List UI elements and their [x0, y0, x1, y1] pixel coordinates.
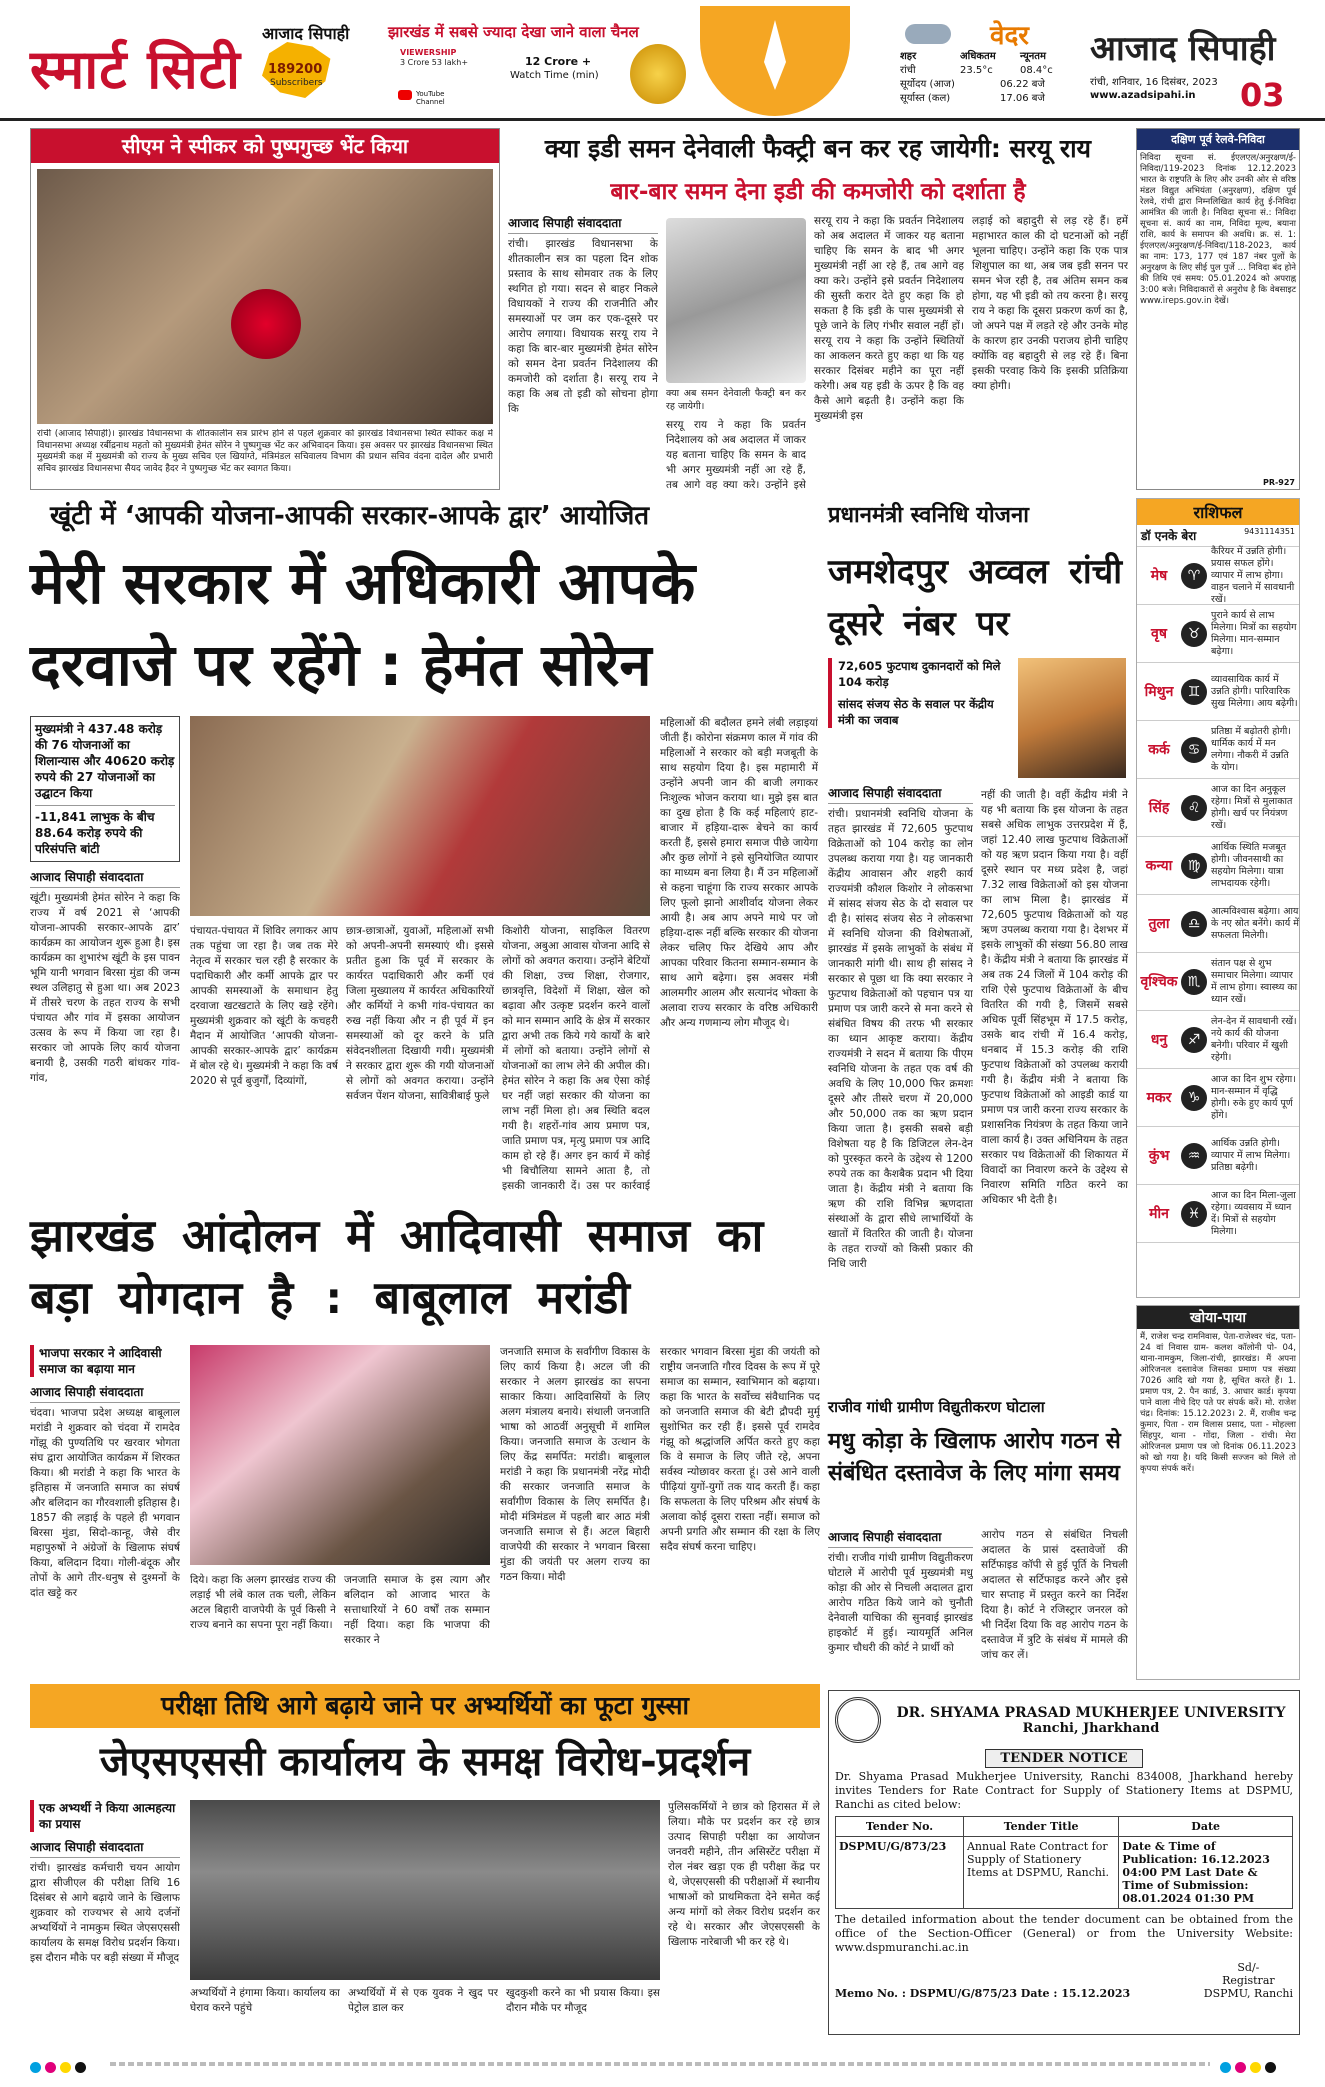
tender-memo: Memo No. : DSPMU/G/875/23 Date : 15.12.2023	[835, 1987, 1131, 2000]
youtube-icon	[398, 90, 412, 100]
registration-marks-right	[1220, 2058, 1280, 2077]
cm-speaker-photo-story	[30, 128, 500, 490]
sunrise-time: 06.22 बजे	[1000, 79, 1045, 90]
story3-highlight-1: मुख्यमंत्री ने 437.48 करोड़ की 76 योजनाओं का शिलान्यास और 40620 करोड़ रुपये की 27 योजनाओं का उद्घाटन किया	[35, 722, 175, 800]
rashi-name: कुंभ	[1148, 1148, 1170, 1164]
rashi-text: लेन-देन में सावधानी रखें। नये कार्य की योजना बनेगी। परिवार में खुशी रहेगी।	[1211, 1015, 1297, 1063]
story3-kicker: खूंटी में ‘आपकी योजना-आपकी सरकार-आपके द्वार’ आयोजित	[50, 501, 650, 531]
protest-crowd-photo	[190, 1800, 660, 1980]
rashi-row	[1137, 1185, 1299, 1243]
viewership-label: VIEWERSHIP	[400, 48, 457, 57]
saryu-photo-caption: क्या अब समन देनेवाली फैक्ट्री बन कर रह जायेगी।	[666, 388, 806, 412]
award-badge-icon	[630, 44, 686, 104]
story6-col1: रांची। राजीव गांधी ग्रामीण विद्युतीकरण घोटाले में आरोपी पूर्व मुख्यमंत्री मधु कोड़ा की ओर से निचली अदालत द्वारा आरोप गठित किये जाने को चुनौती देनेवाली याचिका की सुनवाई झारखंड हाइकोर्ट में हुई। न्यायमूर्ति अनिल कुमार चौधरी की कोर्ट ने प्रार्थी को	[828, 1552, 973, 1654]
rashi-row	[1137, 779, 1299, 837]
story5-col3: जनजाति समाज के इस त्याग और बलिदान को आजाद भारत के सत्ताधारियों ने 60 वर्षों तक सम्मान नहीं दिया। कहा कि भाजपा की सरकार ने	[344, 1574, 490, 1646]
rashi-text: आज का दिन अनुकूल रहेगा। मित्रों से मुलाकात होगी। खर्च पर नियंत्रण रखें।	[1211, 783, 1293, 831]
saryu-rai-photo	[666, 218, 806, 383]
story5-byline: आजाद सिपाही संवाददाता	[30, 1383, 180, 1403]
rashi-list	[1137, 547, 1299, 1243]
story4-kicker: प्रधानमंत्री स्वनिधि योजना	[828, 503, 1029, 528]
tender-notice-title: TENDER NOTICE	[985, 1749, 1142, 1768]
zodiac-icon: ♓	[1181, 1201, 1207, 1227]
rashi-name: कर्क	[1148, 742, 1170, 758]
rashi-row	[1137, 605, 1299, 663]
zodiac-icon: ♏	[1181, 969, 1207, 995]
madhu-koda-story	[828, 1396, 1128, 1680]
story2-headline: क्या इडी समन देनेवाली फैक्ट्री बन कर रह जायेगी: सरयू राय	[544, 134, 1092, 163]
watch-time-label: Watch Time (min)	[510, 70, 599, 81]
rashi-name: सिंह	[1148, 800, 1170, 816]
zodiac-icon: ♋	[1181, 737, 1207, 763]
zodiac-icon: ♎	[1181, 911, 1207, 937]
story3-byline: आजाद सिपाही संवाददाता	[30, 868, 180, 888]
rashifal-author: डॉ एनके बेरा	[1141, 529, 1197, 543]
rashi-name: तुला	[1148, 916, 1170, 932]
rashi-name: मेष	[1150, 568, 1168, 584]
railway-tender-ad	[1136, 128, 1300, 490]
tender-registrar-city: DSPMU, Ranchi	[1203, 1987, 1293, 2000]
story5-col4: जनजाति समाज के सर्वांगीण विकास के लिए कार्य किया है। अटल जी की सरकार ने अलग झारखंड का सपना साकार किया। आदिवासियों के लिए अलग मंत्रालय बनाये। संथाली जनजाति भाषा को आठवीं अनुसूची में शामिल किया। जनजाति समाज के उत्थान के लिए केंद्र समर्पित: मरांडी। बाबूलाल मरांडी ने कहा कि प्रधानमंत्री नरेंद्र मोदी की सरकार जनजाति समाज के सर्वांगीण विकास के लिए समर्पित है। मोदी मंत्रिमंडल में पहली बार आठ मंत्री जनजाति समाज से हैं। अटल बिहारी वाजपेयी की सरकार ने भगवान बिरसा मुंडा की जयंती पर अलग राज्य का गठन किया। मोदी	[500, 1346, 650, 1583]
rashi-row	[1137, 1011, 1299, 1069]
sanjay-seth-photo	[1018, 658, 1126, 778]
masthead	[0, 0, 1325, 120]
story2-col2b: सरयू राय ने कहा कि प्रवर्तन निदेशालय को अब अदालत में जाकर यह बताना चाहिए कि समन के बाद भी अगर मुख्यमंत्री नहीं आ रहे हैं, तब आगे वह क्या करे। उन्होंने इसे प्रवर्तन निदेशालय की सुस्ती करार देते हुए कहा कि हो सकता है कि इडी के पास मुख्यमंत्री से पूछे जाने के लिए गंभीर सवाल नहीं हों। सरयू राय ने कहा कि उन्होंने स्थितियों का आकलन करते हुए कहा था कि यह सरकार दिसंबर महीने का पूरा नहीं करेगी। अब यह इडी के ऊपर है कि वह कैसे आगे बढ़ती है। उन्होंने कहा कि मुख्यमंत्री इस	[814, 215, 964, 422]
rashi-text: व्यावसायिक कार्य में उन्नति होगी। पारिवारिक सुख मिलेगा। आय बढ़ेगी।	[1211, 673, 1298, 709]
story3-col1: खूंटी। मुख्यमंत्री हेमंत सोरेन ने कहा कि राज्य में वर्ष 2021 से ‘आपकी योजना-आपकी सरकार-आपके द्वार’ कार्यक्रम का आयोजन शुरू हुआ है। इस कार्यक्रम का शुभारंभ खूंटी के इस पावन भूमि यानी भगवान बिरसा मुंडा की जन्म स्थल उलिहातु से हुआ था। अब 2023 में तीसरे चरण के तहत राज्य के सभी पंचायत और गांव में इसका आयोजन उत्सव के रूप में किया जा रहा है। सरकार जो आपके लिए कार्य योजना बनायी है, उसकी गठरी बांधकर गांव-गांव,	[30, 892, 180, 1084]
rashi-row	[1137, 663, 1299, 721]
tender-university: DR. SHYAMA PRASAD MUKHERJEE UNIVERSITY	[896, 1704, 1286, 1721]
soren-event-photo	[190, 716, 650, 916]
weather-city: रांची	[900, 65, 916, 76]
story7-col1: रांची। झारखंड कर्मचारी चयन आयोग द्वारा सीजीएल की परीक्षा तिथि 16 दिसंबर से आगे बढ़ाये जाने के खिलाफ शुक्रवार को राज्यभर से आये दर्जनों अभ्यर्थियों ने नामकुम स्थित जेएसएससी कार्यालय के समक्ष विरोध प्रदर्शन किया। इस दौरान मौके पर बड़ी संख्या में मौजूद	[30, 1862, 180, 1964]
railway-tender-text: निविदा सूचना सं. ईएलएल/अनुरक्षण/ई-निविदा/119-2023 दिनांक 12.12.2023 भारत के राष्ट्रपति के लिए और उनकी ओर से वरिष्ठ मंडल विद्युत अभियंता (अनुरक्षण), दक्षिण पूर्व रेलवे, रांची द्वारा निम्नलिखित कार्य हेतु ई-निविदा आमंत्रित की जाती है। निविदा सूचना सं.: निविदा सूचना सं. कार्य का नाम, निविदा मूल्य, बयाना राशि, कार्य के समापन की अवधि। क्र. सं. 1: ईएलएल/अनुरक्षण/ई-निविदा/118-2023, कार्य का नाम: 173, 177 एवं 187 नंबर पुलों के अनुरक्षण के लिए सीई पुल पुर्जे ... निविदा बंद होने की तिथि एवं समय: 05.01.2024 को अपराह्न 3:00 बजे। निविदाकारों से अनुरोध है कि वेबसाइट www.ireps.gov.in देखें।	[1140, 153, 1296, 306]
sunrise-label: सूर्योदय (आज)	[900, 79, 955, 90]
saryu-rai-story	[508, 128, 1128, 490]
tender-col-title: Tender Title	[963, 1817, 1118, 1837]
marandi-story	[30, 1205, 820, 1675]
story7-kicker: परीक्षा तिथि आगे बढ़ाये जाने पर अभ्यर्थियों का फूटा गुस्सा	[30, 1684, 820, 1728]
zodiac-icon: ♍	[1181, 853, 1207, 879]
zodiac-icon: ♒	[1181, 1143, 1207, 1169]
story3-col2: पंचायत-पंचायत में शिविर लगाकर आप तक पहुंचा जा रहा है। जब तक मेरे नेतृत्व में सरकार चल रही है सरकार के पदाधिकारी और कर्मी आपके द्वार पर आपकी समस्याओं के समाधान हेतु दरवाजा खटखटाते के लिए खड़े रहेंगे। मुख्यमंत्री शुक्रवार को खूंटी के कचहरी मैदान में आयोजित ‘आपकी योजना-आपकी सरकार-आपके द्वार’ कार्यक्रम में बोल रहे थे। मुख्यमंत्री ने कहा कि वर्ष 2020 से पूर्व बुजुर्गों, दिव्यांगों,	[190, 925, 338, 1087]
rashi-name: कन्या	[1145, 858, 1173, 874]
photo-story-title: सीएम ने स्पीकर को पुष्पगुच्छ भेंट किया	[31, 129, 499, 163]
rashi-name: वृश्चिक	[1140, 974, 1178, 990]
subscriber-label: Subscribers	[270, 78, 323, 88]
rashifal-box	[1136, 498, 1300, 1298]
rashi-text: पुराने कार्य से लाभ मिलेगा। मित्रों का सहयोग मिलेगा। मान-सम्मान बढ़ेगा।	[1211, 609, 1297, 657]
story4-highlight-1: 72,605 फुटपाथ दुकानदारों को मिले 104 करोड़	[838, 659, 1001, 689]
rashi-name: मकर	[1146, 1090, 1172, 1106]
rashi-text: आर्थिक स्थिति मजबूत होगी। जीवनसाथी का सहयोग मिलेगा। यात्रा लाभदायक रहेगी।	[1211, 841, 1287, 889]
story3-highlight-box	[30, 716, 180, 862]
rashi-text: कैरियर में उन्नति होगी। प्रयास सफल होंगे। व्यापार में लाभ होगा। वाहन चलाने में सावधानी रखें।	[1211, 545, 1295, 605]
story7-headline: जेएसएससी कार्यालय के समक्ष विरोध-प्रदर्शन	[99, 1739, 751, 1785]
weather-head-city: शहर	[900, 51, 917, 62]
story6-kicker: राजीव गांधी ग्रामीण विद्युतीकरण घोटाला	[828, 1398, 1045, 1416]
story2-col2: सरयू राय ने कहा कि प्रवर्तन निदेशालय को अब अदालत में जाकर यह बताना चाहिए कि समन के बाद भी अगर मुख्यमंत्री नहीं आ रहे हैं, तब आगे वह क्या करे। उन्होंने इसे	[666, 419, 806, 490]
tender-intro: Dr. Shyama Prasad Mukherjee University, Ranchi 834008, Jharkhand hereby invites Tenders for Rate Contract for Supply of Stationery Items at DSPMU, Ranchi as cited below:	[835, 1770, 1293, 1811]
channel-name: आजाद सिपाही	[262, 24, 350, 43]
youtube-label: YouTube Channel	[416, 90, 445, 106]
sunset-label: सूर्यास्त (कल)	[900, 93, 951, 104]
story7-col4: खुदकुशी करने का भी प्रयास किया। इस दौरान मौके पर मौजूद	[506, 1987, 660, 2014]
channel-tagline: झारखंड में सबसे ज्यादा देखा जाने वाला चैनल	[388, 23, 639, 41]
tender-table	[835, 1816, 1293, 1909]
footer-rule	[110, 2062, 1210, 2066]
story2-col3: लड़ाई को बहादुरी से लड़ रहे हैं। हमें महाभारत काल की दो घटनाओं को नहीं भूलना चाहिए। उन्होंने कहा कि एक पात्र शिशुपाल का था, अब जब इडी सनन पर समन भेज रही है, तब अंतिम समन कब होगा, यह भी इडी को तय करना है। सरयू राय ने कहा कि दूसरा प्रकरण कर्ण का है, जो अपने पक्ष में लड़ते रहे और उनके मोह के कारण हार उनकी पराजय होनी चाहिए क्योंकि वह बहादुरी से लड़ रहे हैं। बिना इसकी परवाह किये कि इसकी प्रतिक्रिया क्या होगी।	[972, 215, 1128, 392]
story6-byline: आजाद सिपाही संवाददाता	[828, 1528, 973, 1548]
railway-tender-code: PR-927	[1262, 478, 1295, 487]
rashi-text: प्रतिष्ठा में बढ़ोतरी होगी। धार्मिक कार्य में मन लगेगा। नौकरी में उन्नति के योग।	[1211, 725, 1291, 773]
story7-col3: अभ्यर्थियों में से एक युवक ने खुद पर पेट्रोल डाल कर	[348, 1987, 498, 2014]
weather-cloud-icon	[905, 24, 951, 44]
rashi-row	[1137, 1127, 1299, 1185]
rashi-name: धनु	[1150, 1032, 1168, 1048]
rashi-name: मिथुन	[1144, 684, 1174, 700]
rashi-text: आर्थिक उन्नति होगी। व्यापार में लाभ मिलेगा। प्रतिष्ठा बढ़ेगी।	[1211, 1137, 1291, 1173]
tender-registrar: Registrar	[1222, 1974, 1275, 1987]
story3-col5: महिलाओं की बदौलत हमने लंबी लड़ाइयां जीती हैं। कोरोना संक्रमण काल में गांव की महिलाओं ने सरकार को बड़ी मजबूती के साथ सहयोग दिया है। इस महामारी में उन्होंने अपनी जान की बाजी लगाकर निःशुल्क भोजन कराया था। मुझे इस बात का दुख होता है कि कई महिलाएं हाट-बाजार में हड़िया-दारू बेचने का कार्य करती हैं, इससे हमारा समाज पीछे जायेगा और कुछ लोगों ने इसे सुनियोजित व्यापार का माध्यम बना लिया है। मैं उन महिलाओं से कहना चाहूंगा कि राज्य सरकार आपके लिए फूलो झानो आशीर्वाद योजना लेकर आयी है। अब आप अपने माथे पर जो हड़िया-दारू नहीं बल्कि सरकार की योजना लेकर चलिए फिर देखिये आप और आपका परिवार कितना सम्मान-सम्मान के साथ आगे बढ़ेगा। इस अवसर मंत्री आलमगीर आलम और सत्यानंद भोक्ता के अलावा राज्य सरकार के वरिष्ठ अधिकारी और अन्य गणमान्य लोग मौजूद थे।	[660, 717, 818, 1029]
zodiac-icon: ♊	[1181, 679, 1207, 705]
story4-col2: नहीं की जाती है। वहीं केंद्रीय मंत्री ने यह भी बताया कि इस योजना के तहत सबसे अधिक लाभुक उत्तरप्रदेश में हैं, जहां 12.40 लाख फुटपाथ विक्रेताओं को यह ऋण प्रदान किया गया है। वहीं दूसरे स्थान पर मध्य प्रदेश है, जहां 7.32 लाख विक्रेताओं को इस योजना का लाभ मिला है। झारखंड में 72,605 फुटपाथ विक्रेताओं को यह ऋण उपलब्ध कराया गया है। देशभर में इसके लाभुकों की संख्या 56.80 लाख है। केंद्रीय मंत्री ने बताया कि झारखंड में अब तक 24 जिलों में 104 करोड़ की राशि ऐसे फुटपाथ विक्रेताओं के बीच वितरित की गयी है, जिसमें सबसे अधिक पूर्वी सिंहभूम में 17.5 करोड़, उसके बाद रांची में 16.4 करोड़, धनबाद में 15.3 करोड़ की राशि फुटपाथ विक्रेताओं को उपलब्ध करायी गयी है। केंद्रीय मंत्री ने बताया कि फुटपाथ विक्रेताओं को आइडी कार्ड या प्रमाण पत्र जारी करना राज्य सरकार के प्रशासनिक नियंत्रण के तहत किया जाने वाला कार्य है। उक्त अधिनियम के तहत सरकार पथ विक्रेताओं की शिकायत में विवादों का निवारण करने के उद्देश्य से निवारण समिति गठित करने का अधिकार भी देती है।	[981, 789, 1128, 1206]
zodiac-icon: ♑	[1181, 1085, 1207, 1111]
brand-title: स्मार्ट सिटी	[30, 38, 241, 101]
tender-footer: The detailed information about the tender document can be obtained from the office of the Section-Officer (General) or from the University Website: www.dspmuranchi.ac.in	[835, 1913, 1293, 1954]
story4-headline: जमशेदपुर अव्वल रांची दूसरे नंबर पर	[828, 552, 1123, 644]
dspmu-tender-ad	[828, 1690, 1300, 2035]
weather-min: 08.4°c	[1020, 65, 1053, 76]
tender-city: Ranchi, Jharkhand	[1022, 1720, 1160, 1736]
rashi-row	[1137, 895, 1299, 953]
story3-headline: मेरी सरकार में अधिकारी आपके दरवाजे पर रहेंगे : हेमंत सोरेन	[30, 549, 696, 699]
rashi-text: आज का दिन मिला-जुला रहेगा। व्यवसाय में ध्यान दें। मित्रों से सहयोग मिलेगा।	[1211, 1189, 1296, 1237]
rashi-text: आत्मविश्वास बढ़ेगा। आय के नए स्रोत बनेंगे। कार्य में सफलता मिलेगी।	[1211, 905, 1299, 941]
story7-col2: अभ्यर्थियों ने हंगामा किया। कार्यालय का घेराव करने पहुंचे	[190, 1987, 340, 2014]
story6-col2: आरोप गठन से संबंधित निचली अदालत के प्रासं दस्तावेजों की सर्टिफाइड कॉपी से हुई पूर्ति के निचली अदालत से सर्टिफाइड करने और इसे चार सप्ताह में प्रस्तुत करने का निर्देश दिया है। कोर्ट ने रजिस्ट्रार जनरल को भी निर्देश दिया कि वह आरोप गठन के दस्तावेज में त्रुटि के संबंध में मामले की जांच कर लें।	[981, 1529, 1128, 1661]
story4-col1: रांची। प्रधानमंत्री स्वनिधि योजना के तहत झारखंड में 72,605 फुटपाथ विक्रेताओं को 104 करोड़ का लोन उपलब्ध कराया गया है। यह जानकारी केंद्रीय आवासन और शहरी कार्य राज्यमंत्री कौशल किशोर ने लोकसभा में सांसद संजय सेठ के दो सवाल पर दी है। सांसद संजय सेठ ने लोकसभा में स्वनिधि योजना की विशेषताओं, झारखंड में इसके लाभुकों के संबंध में जानकारी मांगी थी। साथ ही सांसद ने सरकार से पूछा था कि क्या सरकार ने फुटपाथ विक्रेताओं को पहचान पत्र या प्रमाण पत्र जारी करने से मना करने से संबंधित विषय की तरफ भी सरकार का ध्यान आकृष्ट कराया। केंद्रीय राज्यमंत्री ने सदन में बताया कि पीएम स्वनिधि योजना के तहत एक वर्ष की अवधि के लिए 10,000 फिर क्रमशः दूसरे और तीसरे चरण में 20,000 और 50,000 तक का ऋण प्रदान किया जाता है। इसकी सबसे बड़ी विशेषता यह है कि डिजिटल लेन-देन को पुरस्कृत करने के उद्देश्य से 1200 रुपये तक का कैशबैक प्रदान भी दिया जाता है। केंद्रीय मंत्री ने बताया कि ऋण की राशि विभिन्न ऋणदाता संस्थाओं के द्वारा सीधे लाभार्थियों के खातों में वितरित की जाती है। योजना के तहत राज्यों को किसी प्रकार की निधि जारी	[828, 808, 973, 1270]
story2-subhead: बार-बार समन देना इडी की कमजोरी को दर्शाता है	[610, 179, 1026, 205]
khoya-paya-text: मैं, राजेश चन्द्र रामनिवास, पेता-राजेश्वर चंद्र, पता- 24 वां निवास ग्राम- कलश कॉलोनी पो- 04, थाना-नामकुम, जिला-रांची, झारखंड। मैं अपना ओरिजनल दस्तावेज जिसका प्रमाण पत्र संख्या 7026 आदि खो गया है, सूचित करते हैं। 1. प्रमाण पत्र, 2. पैन कार्ड, 3. आधार कार्ड। कृपया पाने वाला नीचे दिए पते पर संपर्क करें। मो. राजेश चंद्र। दिनांक: 15.12.2023। 2. मैं, राजीव चन्द्र कुमार, पिता - राम विलास प्रसाद, पता - मोहल्ला सिंहपुर, थाना - गोंदा, जिला - रांची। मेरा ओरिजनल प्रमाण पत्र जो दिनांक 06.11.2023 को खो गया है। यदि किसी सज्जन को मिले तो कृपया संपर्क करें।	[1140, 1332, 1296, 1474]
weather-title: वेदर	[990, 21, 1029, 51]
tender-title: Annual Rate Contract for Supply of Stationery Items at DSPMU, Ranchi.	[963, 1837, 1118, 1909]
story7-highlight: एक अभ्यर्थी ने किया आत्महत्या का प्रयास	[30, 1800, 180, 1832]
rashi-name: वृष	[1151, 626, 1167, 642]
weather-head-max: अधिकतम	[960, 51, 996, 62]
photo-caption: रांची (आजाद सिपाही)। झारखंड विधानसभा के शीतकालीन सत्र प्रारंभ होने से पहले शुक्रवार को झारखंड विधानसभा स्थित स्पीकर कक्ष में विधानसभा अध्यक्ष रबींद्रनाथ महतो को मुख्यमंत्री हेमंत सोरेन ने पुष्पगुच्छ भेंट कर अभिवादन किया। इस अवसर पर झारखंड विधानसभा स्थित मुख्यमंत्री कक्ष में मुख्यमंत्री को राज्य के मुख्य सचिव एल खियांग्ते, मंत्रिमंडल सचिवालय विभाग की प्रधान सचिव वंदना दादेल और प्रभारी सचिव झारखंड विधानसभा सैयद जावेद हैदर ने पुष्पगुच्छ भेंट कर स्वागत किया।	[37, 429, 493, 474]
sunset-time: 17.06 बजे	[1000, 93, 1045, 104]
page-number: 03	[1240, 76, 1285, 114]
rashi-text: संतान पक्ष से शुभ समाचार मिलेगा। व्यापार में लाभ होगा। स्वास्थ्य का ध्यान रखें।	[1211, 957, 1298, 1005]
khoya-paya-box	[1136, 1305, 1300, 1680]
tender-col-date: Date	[1119, 1817, 1293, 1837]
rashifal-phone: 9431114351	[1244, 527, 1295, 536]
story4-byline: आजाद सिपाही संवाददाता	[828, 784, 973, 804]
rashi-name: मीन	[1149, 1206, 1169, 1222]
registration-marks	[30, 2058, 90, 2077]
paper-website[interactable]: www.azadsipahi.in	[1090, 90, 1196, 101]
story3-col3: छात्र-छात्राओं, युवाओं, महिलाओं सभी को अपनी-अपनी समस्याएं थी। इससे प्रतीत हुआ कि पूर्व में सरकार के कार्यरत पदाधिकारी और कर्मी एवं जिला मुख्यालय में कार्यरत अधिकारियों और कर्मियों ने कभी गांव-पंचायत का रुख नहीं किया और न ही पूर्व में इन समस्याओं को दूर करने के प्रति संवेदनशीलता दिखायी गयी। मुख्यमंत्री ने सरकार द्वारा शुरू की गयी योजनाओं से लोगों को अवगत कराया। उन्होंने सर्वजन पेंशन योजना, सावित्रीबाई फुले	[346, 925, 494, 1102]
zodiac-icon: ♐	[1181, 1027, 1207, 1053]
tender-number: DSPMU/G/873/23	[836, 1837, 964, 1909]
rashi-row	[1137, 1069, 1299, 1127]
rashi-row	[1137, 953, 1299, 1011]
zodiac-icon: ♉	[1181, 621, 1207, 647]
tender-dates: Date & Time of Publication: 16.12.2023 04:00 PM Last Date & Time of Submission: 08.01.2024 01:30 PM	[1119, 1837, 1293, 1909]
zodiac-icon: ♈	[1181, 563, 1207, 589]
issue-date: रांची, शनिवार, 16 दिसंबर, 2023	[1090, 77, 1218, 88]
university-seal-icon	[835, 1697, 881, 1743]
story5-headline: झारखंड आंदोलन में आदिवासी समाज का बड़ा योगदान है : बाबूलाल मरांडी	[30, 1209, 764, 1324]
weather-head-min: न्यूनतम	[1020, 51, 1046, 62]
story7-byline: आजाद सिपाही संवाददाता	[30, 1838, 180, 1858]
story3-col4: किशोरी योजना, साइकिल वितरण योजना, अबुआ आवास योजना आदि से लोगों को अवगत कराया। उन्होंने बेटियों की शिक्षा, उच्च शिक्षा, रोजगार, छात्रवृत्ति, विदेशों में शिक्षा, खेल को बढ़ावा और उत्कृष्ट प्रदर्शन करने वालों को मान सम्मान आदि के क्षेत्र में सरकार द्वारा अभी तक किये गये कार्यों के बारे में लोगों को बताया। उन्होंने लोगों से योजनाओं का लाभ लेने की अपील की। हेमंत सोरेन ने कहा कि अब ऐसा कोई घर नहीं जहां सरकार की योजना का लाभ नहीं मिला हो। अब स्थिति बदल गयी है। शहरों-गांव आय प्रमाण पत्र, जाति प्रमाण पत्र, मृत्यु प्रमाण पत्र आदि काम हो रहे हैं। अगर इन कार्य में कोई भी बिचौलिया सामने आता है, तो इसकी जानकारी दें। उस पर कार्रवाई	[502, 925, 650, 1192]
viewership-value: 3 Crore 53 lakh+	[400, 58, 469, 67]
story3-highlight-2: -11,841 लाभुक के बीच 88.64 करोड़ रुपये की परिसंपत्ति बांटी	[35, 805, 175, 857]
story5-highlight: भाजपा सरकार ने आदिवासी समाज का बढ़ाया मान	[30, 1345, 180, 1377]
rashi-text: आज का दिन शुभ रहेगा। मान-सम्मान में वृद्धि होगी। रुके हुए कार्य पूर्ण होंगे।	[1211, 1073, 1296, 1121]
tender-col-no: Tender No.	[836, 1817, 964, 1837]
rashifal-title: राशिफल	[1137, 499, 1299, 525]
story5-col2: दिये। कहा कि अलग झारखंड राज्य की लड़ाई भी लंबे काल तक चली, लेकिन अटल बिहारी वाजपेयी के पूर्व किसी ने राज्य बनाने का सपना पूरा नहीं किया।	[190, 1574, 336, 1631]
weather-table	[900, 50, 1075, 106]
khoya-paya-title: खोया-पाया	[1137, 1306, 1299, 1329]
bouquet-icon	[231, 289, 301, 359]
zodiac-icon: ♌	[1181, 795, 1207, 821]
weather-max: 23.5°c	[960, 65, 993, 76]
subscriber-count: 189200	[268, 62, 323, 77]
hemant-soren-story	[30, 498, 820, 1198]
story6-headline: मधु कोड़ा के खिलाफ आरोप गठन से संबंधित दस्तावेज के लिए मांगा समय	[828, 1429, 1121, 1486]
story2-col1: रांची। झारखंड विधानसभा के शीतकालीन सत्र का पहला दिन शोक प्रस्ताव के साथ सोमवार तक के लिए स्थगित हो गया। सदन से बाहर निकले विधायकों ने राज्य की राजनीति और समस्याओं पर जम कर एक-दूसरे पर आरोप लगाया। विधायक सरयू राय ने कहा कि बार-बार मुख्यमंत्री हेमंत सोरेन को समन देना प्रवर्तन निदेशालय की कमजोरी को दर्शाता है। सरयू राय ने कहा कि अब तो इडी को सोचना होगा कि	[508, 238, 658, 415]
story5-col5: सरकार भगवान बिरसा मुंडा की जयंती को राष्ट्रीय जनजाति गौरव दिवस के रूप में पूरे समाज का सम्मान, स्वाभिमान को बढ़ाया। कहा कि भारत के सर्वोच्च संवैधानिक पद को जनजाति समाज की बेटी द्रौपदी मुर्मू सुशोभित कर रही हैं। इससे पूर्व रामदेव गंझू को श्रद्धांजलि अर्पित करते हुए कहा कि वे समाज के लिए जीते रहे, अपना सर्वस्व न्योछावर करता हूं। उसे आने वाली पीढ़ियां युगों-युगों तक याद करती हैं। कहा कि सफलता के लिए परिश्रम और संघर्ष के अलावा कोई दूसरा रास्ता नहीं। समाज को अपनी प्रगति और सम्मान की रक्षा के लिए सदैव संघर्ष करना चाहिए।	[660, 1346, 820, 1553]
swanidhi-story	[828, 498, 1128, 1388]
paper-name: आजाद सिपाही	[1090, 29, 1276, 69]
rashi-row	[1137, 547, 1299, 605]
story4-highlight-2: सांसद संजय सेठ के सवाल पर केंद्रीय मंत्री का जवाब	[838, 697, 994, 727]
jssc-protest-story	[30, 1684, 820, 2034]
tender-sign: Sd/-	[1237, 1961, 1260, 1974]
story2-byline: आजाद सिपाही संवाददाता	[508, 214, 658, 234]
railway-tender-title: दक्षिण पूर्व रेलवे-निविदा	[1137, 129, 1299, 150]
rashi-row	[1137, 837, 1299, 895]
marandi-photo	[190, 1345, 490, 1565]
rashi-row	[1137, 721, 1299, 779]
watch-time-value: 12 Crore +	[525, 55, 592, 68]
story7-col5: पुलिसकर्मियों ने छात्र को हिरासत में ले लिया। मौके पर प्रदर्शन कर रहे छात्र उत्पाद सिपाही परीक्षा का आयोजन जनवरी महीने, तीन असिस्टेंट परीक्षा में रोल नंबर खड़ा एक ही परीक्षा केंद्र पर थे, जेएसएससी की परीक्षाओं में स्थानीय भाषाओं को प्राथमिकता देने समेत कई अन्य मांगों को लेकर विरोध प्रदर्शन कर रहे थे। सरकार और जेएसएससी के खिलाफ नारेबाजी भी कर रहे थे।	[668, 1801, 820, 1948]
story5-col1: चंदवा। भाजपा प्रदेश अध्यक्ष बाबूलाल मरांडी ने शुक्रवार को चंदवा में रामदेव गोंझू की पुण्यतिथि पर खरवार भोगता संघ द्वारा आयोजित कार्यक्रम में शिरकत किया। श्री मरांडी ने कहा कि भारत के इतिहास में जनजाति समाज का संघर्ष और बलिदान का गौरवशाली इतिहास है। 1857 की लड़ाई के पहले ही भगवान बिरसा मुंडा, सिदो-कान्हू, जैसे वीर महापुरुषों ने अंग्रेजों के खिलाफ संघर्ष किया, बलिदान दिया। गोली-बंदूक और तोपों के आगे तीर-धनुष से दुश्मनों के दांत खट्टे कर	[30, 1407, 180, 1599]
header-rule	[0, 118, 1325, 121]
